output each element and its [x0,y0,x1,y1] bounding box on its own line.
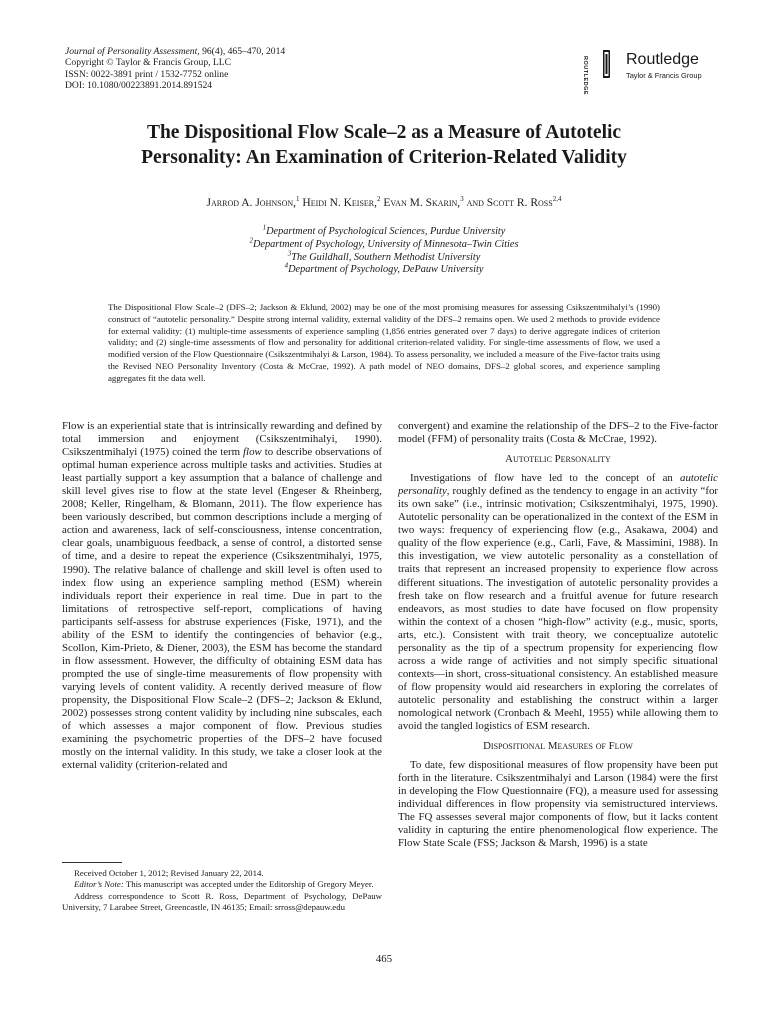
section-heading: Autotelic Personality [505,453,611,466]
editor-note-text: This manuscript was accepted under the Editorship of Gregory Meyer. [123,879,374,890]
editor-note [62,879,382,890]
emphasis-text: autotelic personality [398,472,718,498]
affiliations [60,223,708,277]
routledge-logo-icon [590,48,612,80]
publisher-logo [582,48,720,96]
author-list [60,197,708,209]
author-3: Evan M. Skarin, [380,197,461,209]
journal-copyright: Copyright © Taylor & Francis Group, LLC [65,57,232,69]
affiliation-text: Department of Psychology, University of Minnesota–Twin Cities [253,238,519,250]
affiliation [60,249,708,265]
correspondence-note: Address correspondence to Scott R. Ross, Department of Psychology, DePauw University, 7 Larabee Street, Greencastle, IN 46135; Email: srross@depauw.edu [62,890,382,913]
publisher-side-text: ROUTLEDGE [582,56,588,96]
received-note: Received October 1, 2012; Revised January 22, 2014. [74,868,264,878]
affiliation-text: Department of Psychology, DePauw University [288,264,484,276]
paragraph-text: to describe observations of optimal human experience across multiple tasks and activities. Studies at least partially support a key assumption that a balance of challenge and skill level gives rise to flow at the state level (Engeser & Rheinberg, 2008; Keller, Ringelham, & Blomann, 2011). The flow experience has been variously described, but common descriptions include a merging of action and awareness, lack of self-consciousness, intense concentration, clear goals, unambiguous feedback, a sense of control, a distorted sense of time, and a desire to repeat the experience (Csikszentmihalyi, 1975, 1990). The relative balance of challenge and skill level is often used to index flow using an experience sampling method (ESM) wherein individuals report their experience in real time. Due in part to the limitations of retrospective self-report, complications of having participants self-assess for abstruse experiences (Fiske, 1971), and the ability of the ESM to identify the contingencies of behavior (e.g., Scollon, Kim-Prieto, & Diener, 2003), the ESM has become the standard in flow assessment. However, the difficulty of obtaining ESM data has prompted the use of single-time measurements of flow propensity with varying levels of content validity. A recently derived measure of flow propensity, the Dispositional Flow Scale–2 (DFS–2; Jackson & Eklund, 2002) possesses strong content validity by including nine subscales, each of which assesses a major component of flow. Previous studies examining the psychometric properties of the DFS–2 have focused mostly on the internal validity. In this study, we take a closer look at the external validity (criterion-related and [62,446,382,772]
publisher-name: Routledge [626,51,699,68]
affiliation [60,261,708,277]
paper-title [90,120,678,170]
journal-name: Journal of Personality Assessment [65,46,198,57]
journal-doi: DOI: 10.1080/00223891.2014.891524 [65,79,213,91]
author-4-affil: 2,4 [552,195,562,204]
body-column-right [398,420,718,850]
paragraph-text: Flow is an experiential state that is intrinsically rewarding and defined by total immersion and enjoyment (Csikszentmihalyi, 1990). Csikszentmihalyi (1975) coined the term [62,420,382,459]
page-number: 465 [375,953,393,965]
author-1-affil: 1 [296,195,300,204]
affiliation-number: 2 [249,236,253,245]
author-4: and Scott R. Ross [463,197,553,209]
title-line-1: The Dispositional Flow Scale–2 as a Measure of Autotelic [146,122,622,143]
affiliation-number: 4 [284,261,289,270]
title-line-2: Personality: An Examination of Criterion-Related Validity [141,147,627,168]
author-2-affil: 2 [377,195,381,204]
affiliation [60,236,708,252]
paragraph-text: Investigations of flow have led to the concept of an [410,472,681,485]
editor-note-label: Editor’s Note: [74,879,124,890]
footnote-rule [62,862,122,863]
body-paragraph [62,420,382,772]
journal-citation [65,46,285,57]
body-column-left [62,420,382,772]
paragraph-text: , roughly defined as the tendency to engage in an activity “for its own sake” (i.e., intrinsic motivation; Csikszentmihalyi, 1975, 1990). Autotelic personality can be operationalized in the context of the ESM in two ways: frequency of experiencing flow (e.g., Asakawa, 2004) and quality of the flow experience (e.g., Carli, Fave, & Massimini, 1988). In this investigation, we view autotelic personality as a constellation of traits that represent an increased propensity to experience flow across different situations. The investigation of autotelic personality provides a fresh take on flow research and a fruitful avenue for future research endeavors, as most studies to date have focused on flow propensity within the context of a chosen “high-flow” activity (e.g., music, sports, arts, etc.). Consistent with trait theory, we conceptualize autotelic personality as the tip of a spectrum propensity for experiencing flow across a wide range of activities and not simply specific situational contexts—in short, cross-situational consistency. An established measure of flow propensity would aid researchers in exploring the correlates of autotelic personality and establishing the construct within a larger nomological network (Cronbach & Meehl, 1955) while allowing them to avoid the tangled logistics of ESM research. [398,485,718,733]
affiliation [60,223,708,239]
body-paragraph: convergent) and examine the relationship of the DFS–2 to the Five-factor model (FFM) of personality traits (Costa & McCrae, 1992). [398,420,718,446]
author-1: Jarrod A. Johnson, [206,197,297,209]
affiliation-text: The Guildhall, Southern Methodist University [291,251,481,263]
body-paragraph: To date, few dispositional measures of flow propensity have been put forth in the literature. Csikszentmihalyi and Larson (1984) were the first in developing the Flow Questionnaire (FQ), a measure used for assessing individual differences in flow propensity via semistructured interviews. The FQ assesses several major components of flow, but it lacks content validity in capturing the entire phenomenological flow experience. The Flow State Scale (FSS; Jackson & Marsh, 1996) is a state [398,759,718,850]
affiliation-number: 3 [287,249,292,258]
emphasis-text: flow [243,446,262,459]
journal-info [65,46,285,91]
body-paragraph [398,472,718,733]
journal-issn: ISSN: 0022-3891 print / 1532-7752 online [65,68,229,80]
section-heading: Dispositional Measures of Flow [483,740,633,753]
publisher-subtitle: Taylor & Francis Group [626,71,702,80]
affiliation-number: 1 [262,223,267,232]
abstract: The Dispositional Flow Scale–2 (DFS–2; Jackson & Eklund, 2002) may be one of the most promising measures for assessing Csikszentmihalyi’s (1990) construct of “autotelic personality.” Despite strong internal validity, external validity of the DFS–2 remains open. We used 2 methods to provide evidence for external validity: (1) multiple-time assessments of experience sampling (1,856 entries generated over 7 days) to derive aggregate indices of criterion validity; and (2) single-time assessments of flow and personality for additional criterion-related validity. For single-time assessments of flow, we used a modified version of the Flow Questionnaire (Csikszentmihalyi & Larson, 1984). To assess personality, we included a measure of the Five-factor traits using the Revised NEO Personality Inventory (Costa & McCrae, 1992). A path model of NEO domains, DFS–2 global scores, and experience sampling aggregates fit the data well. [108,302,660,383]
footnotes [62,868,382,914]
journal-volume: , 96(4), 465–470, 2014 [197,46,286,57]
affiliation-text: Department of Psychological Sciences, Purdue University [266,226,506,237]
author-3-affil: 3 [460,195,464,204]
author-2: Heidi N. Keiser, [299,197,378,209]
